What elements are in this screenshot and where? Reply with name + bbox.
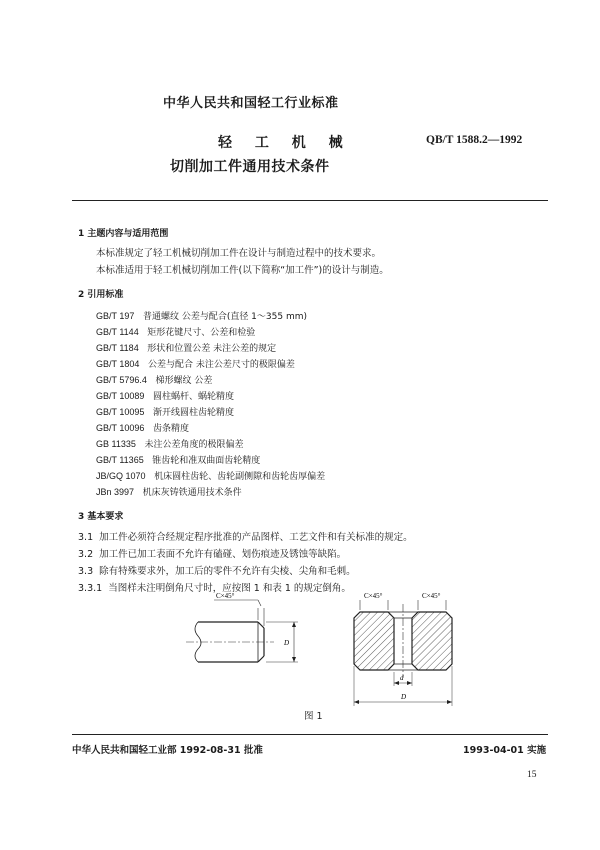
reference-code: GB/T 1804 <box>96 359 140 369</box>
reference-code: GB/T 1184 <box>96 343 139 353</box>
figure-1 <box>170 586 480 711</box>
reference-title: 齿条精度 <box>152 424 189 434</box>
reference-code: JB/GQ 1070 <box>96 471 146 481</box>
figure-caption: 图 1 <box>304 711 323 722</box>
clause-number: 3.2 <box>78 549 94 560</box>
clause-item <box>78 563 356 577</box>
footer-effective: 1993-04-01 实施 <box>463 745 547 756</box>
shaft-chamfer-label: C×45° <box>216 592 235 600</box>
reference-item <box>96 437 243 450</box>
clause-item <box>78 546 346 560</box>
reference-code: JBn 3997 <box>96 487 135 497</box>
reference-title: 机床圆柱齿轮、齿轮副侧隙和齿轮齿厚偏差 <box>154 472 326 482</box>
clause-text: 加工件必须符合经规定程序批准的产品图样、工艺文件和有关标准的规定。 <box>99 532 413 543</box>
reference-title: 形状和位置公差 未注公差的规定 <box>147 344 277 354</box>
shaft-drawing <box>186 592 298 662</box>
footer-rule <box>72 734 548 735</box>
reference-item <box>96 421 189 434</box>
reference-title: 普通螺纹 公差与配合(直径 1～355 mm) <box>142 312 307 322</box>
doc-title-line2: 切削加工件通用技术条件 <box>170 159 330 175</box>
clause-item <box>78 529 413 543</box>
reference-title: 锥齿轮和准双曲面齿轮精度 <box>152 456 261 466</box>
clause-text: 当图样未注明倒角尺寸时，应按图 1 和表 1 的规定倒角。 <box>108 583 351 594</box>
header-rule <box>72 200 548 201</box>
bushing-D-label: D <box>401 693 407 701</box>
reference-code: GB/T 1144 <box>96 327 139 337</box>
reference-code: GB/T 10089 <box>96 391 145 401</box>
doc-title-line1: 轻 工 机 械 <box>218 135 352 151</box>
reference-title: 未注公差角度的极限偏差 <box>144 440 244 450</box>
shaft-D-label: D <box>284 639 290 647</box>
reference-title: 渐开线圆柱齿轮精度 <box>152 408 234 418</box>
org-title: 中华人民共和国轻工行业标准 <box>163 96 339 111</box>
reference-item <box>96 357 295 370</box>
reference-item <box>96 309 307 322</box>
reference-item <box>96 453 260 466</box>
section1-heading: 1 主题内容与适用范围 <box>78 229 169 239</box>
reference-code: GB 11335 <box>96 439 136 449</box>
clause-text: 除有特殊要求外，加工后的零件不允许有尖棱、尖角和毛刺。 <box>99 566 356 577</box>
page-number: 15 <box>527 770 537 780</box>
reference-code: GB/T 10095 <box>96 407 145 417</box>
reference-title: 公差与配合 未注公差尺寸的极限偏差 <box>147 360 295 370</box>
reference-item <box>96 469 325 482</box>
clause-number: 3.3.1 <box>78 583 103 594</box>
reference-item <box>96 341 276 354</box>
section1-para: 本标准适用于轻工机械切削加工件(以下简称“加工件”)的设计与制造。 <box>96 265 389 276</box>
reference-code: GB/T 5796.4 <box>96 375 147 385</box>
reference-title: 梯形螺纹 公差 <box>155 376 213 386</box>
bushing-d-label: d <box>400 674 404 682</box>
bushing-chamfer-label-left: C×45° <box>364 592 383 600</box>
bushing-drawing <box>354 592 452 706</box>
reference-code: GB/T 10096 <box>96 423 145 433</box>
reference-item <box>96 325 255 338</box>
clause-number: 3.3 <box>78 566 94 577</box>
reference-item <box>96 389 234 402</box>
reference-item <box>96 373 212 386</box>
reference-title: 圆柱蜗杆、蜗轮精度 <box>152 392 234 402</box>
clause-text: 加工件已加工表面不允许有磕碰、划伤痕迹及锈蚀等缺陷。 <box>99 549 347 560</box>
reference-code: GB/T 197 <box>96 311 135 321</box>
reference-title: 机床灰铸铁通用技术条件 <box>142 488 242 498</box>
footer-issuer: 中华人民共和国轻工业部 1992-08-31 批准 <box>72 745 263 756</box>
clause-number: 3.1 <box>78 532 94 543</box>
reference-code: GB/T 11365 <box>96 455 144 465</box>
section1-para: 本标准规定了轻工机械切削加工件在设计与制造过程中的技术要求。 <box>96 248 382 259</box>
section3-heading: 3 基本要求 <box>78 512 124 522</box>
reference-item <box>96 405 234 418</box>
reference-item <box>96 485 242 498</box>
bushing-chamfer-label-right: C×45° <box>422 592 441 600</box>
reference-title: 矩形花键尺寸、公差和检验 <box>147 328 256 338</box>
section2-heading: 2 引用标准 <box>78 290 124 300</box>
standard-code: QB/T 1588.2—1992 <box>426 134 523 146</box>
